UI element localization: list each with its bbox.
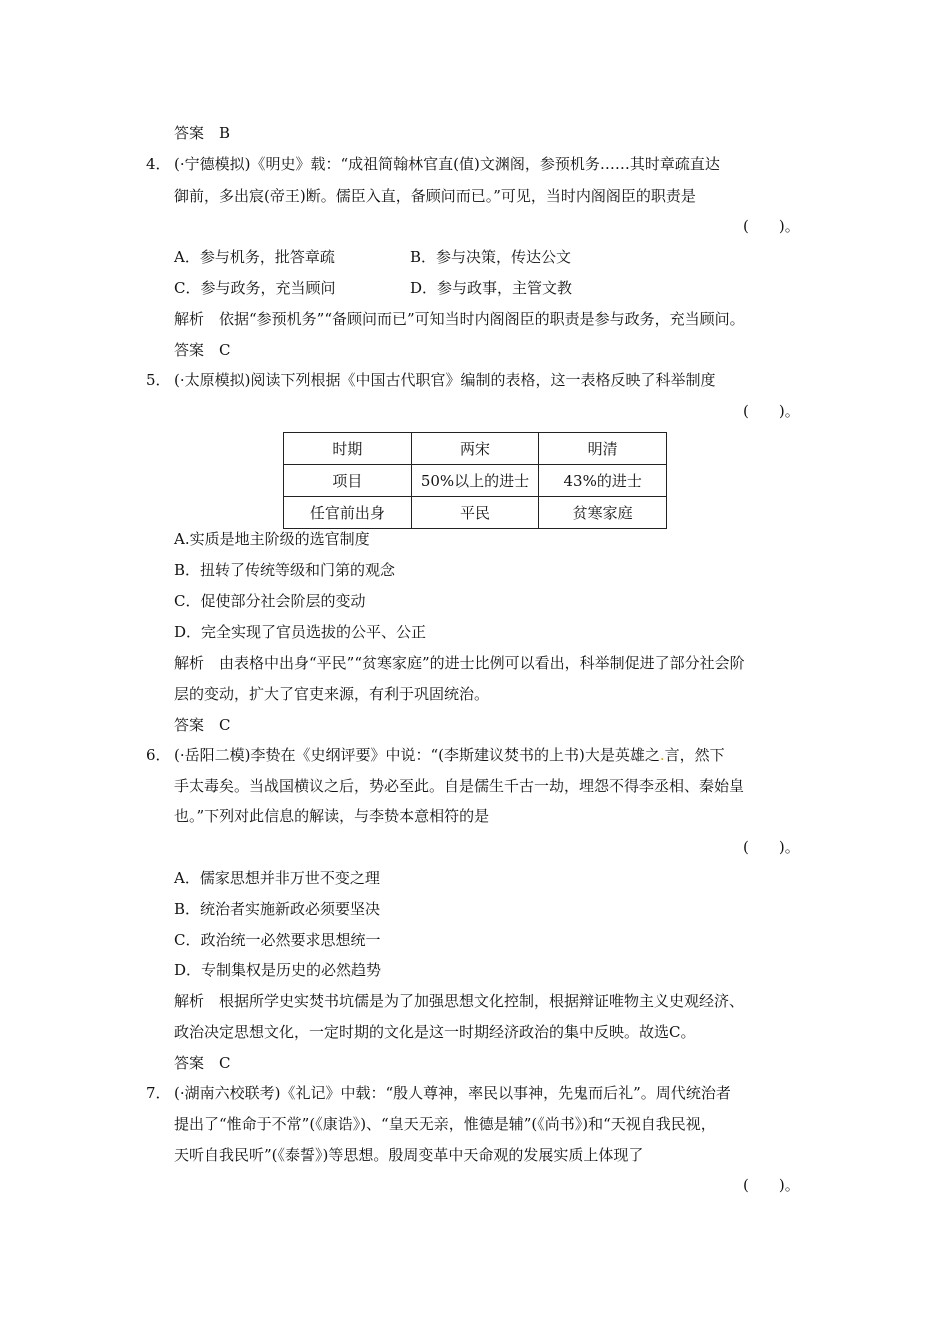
q5-paren: ( )。: [743, 402, 800, 420]
table-cell: 50%以上的进士: [411, 465, 539, 497]
q5-option-a: A.实质是地主阶级的选官制度: [174, 530, 370, 548]
q5-stem-line1: (·太原模拟)阅读下列根据《中国古代职官》编制的表格，这一表格反映了科举制度: [174, 371, 716, 389]
q5-analysis-line2: 层的变动，扩大了官吏来源，有利于巩固统治。: [174, 685, 490, 703]
q4-number: 4．: [146, 155, 171, 173]
q6-analysis-line1: 解析 根据所学史实焚书坑儒是为了加强思想文化控制，根据辩证唯物主义史观经济、: [174, 992, 745, 1010]
table-cell: 时期: [284, 433, 412, 465]
q4-answer: 答案 C: [174, 341, 231, 359]
q6-option-d: D．专制集权是历史的必然趋势: [174, 961, 382, 979]
table-row: [284, 497, 667, 529]
q7-number: 7．: [146, 1084, 171, 1102]
q4-paren: ( )。: [743, 217, 800, 235]
q6-answer: 答案 C: [174, 1054, 231, 1072]
q6-analysis-line2: 政治决定思想文化，一定时期的文化是这一时期经济政治的集中反映。故选C。: [174, 1023, 696, 1041]
q5-number: 5．: [146, 371, 171, 389]
q7-stem-line1: (·湖南六校联考)《礼记》中载：“殷人尊神，率民以事神，先鬼而后礼”。周代统治者: [174, 1084, 731, 1102]
q5-option-d: D．完全实现了官员选拔的公平、公正: [174, 623, 427, 641]
q6-stem-line3: 也。”下列对此信息的解读，与李贽本意相符的是: [174, 807, 490, 825]
q5-option-b: B．扭转了传统等级和门第的观念: [174, 561, 396, 579]
q5-analysis-line1: 解析 由表格中出身“平民”“贫寒家庭”的进士比例可以看出，科举制促进了部分社会阶: [174, 654, 745, 672]
q6-stem-line2: 手太毒矣。当战国横议之后，势必至此。自是儒生千古一劫，埋怨不得李丞相、秦始皇: [174, 777, 745, 795]
q7-stem-line2: 提出了“惟命于不常”(《康诰》)、“皇天无亲，惟德是辅”(《尚书》)和“天视自我民视，: [174, 1115, 716, 1133]
table-cell: 贫寒家庭: [539, 497, 667, 529]
q6-stem-line1-part1: (·岳阳二模)李贽在《史纲评要》中说：“(李斯建议焚书的上书)大是英雄之: [174, 746, 660, 764]
q6-option-a: A．儒家思想并非万世不变之理: [174, 869, 380, 887]
table-row: [284, 465, 667, 497]
q6-option-c: C．政治统一必然要求思想统一: [174, 931, 381, 949]
marker-dot-icon: .: [659, 746, 665, 764]
q4-option-d: D．参与政事，主管文教: [410, 279, 573, 297]
q6-number: 6．: [146, 746, 171, 764]
table-row: [284, 433, 667, 465]
q6-stem-line1-part2: 言，然下: [664, 746, 725, 764]
q4-stem-line1: (·宁德模拟)《明史》载：“成祖简翰林官直(值)文渊阁，参预机务……其时章疏直达: [174, 155, 720, 173]
q7-stem-line3: 天听自我民听”(《泰誓》)等思想。殷周变革中天命观的发展实质上体现了: [174, 1146, 644, 1164]
q4-stem-line2: 御前，多出宸(帝王)断。儒臣入直，备顾问而已。”可见，当时内阁阁臣的职责是: [174, 187, 696, 205]
q4-analysis: 解析 依据“参预机务”“备顾问而已”可知当时内阁阁臣的职责是参与政务，充当顾问。: [174, 310, 745, 328]
q5-option-c: C．促使部分社会阶层的变动: [174, 592, 366, 610]
q4-option-a: A．参与机务，批答章疏: [174, 248, 335, 266]
table-cell: 两宋: [411, 433, 539, 465]
table-cell: 平民: [411, 497, 539, 529]
q5-answer: 答案 C: [174, 716, 231, 734]
q6-paren: ( )。: [743, 838, 800, 856]
table-cell: 43%的进士: [539, 465, 667, 497]
q6-stem-line1: [174, 745, 725, 765]
q5-table: [283, 432, 667, 529]
answer-top: 答案 B: [174, 124, 231, 142]
q7-paren: ( )。: [743, 1176, 800, 1194]
table-cell: 任官前出身: [284, 497, 412, 529]
table-cell: 项目: [284, 465, 412, 497]
q4-option-b: B．参与决策，传达公文: [410, 248, 572, 266]
q4-option-c: C．参与政务，充当顾问: [174, 279, 336, 297]
table-cell: 明清: [539, 433, 667, 465]
q6-option-b: B．统治者实施新政必须要坚决: [174, 900, 381, 918]
